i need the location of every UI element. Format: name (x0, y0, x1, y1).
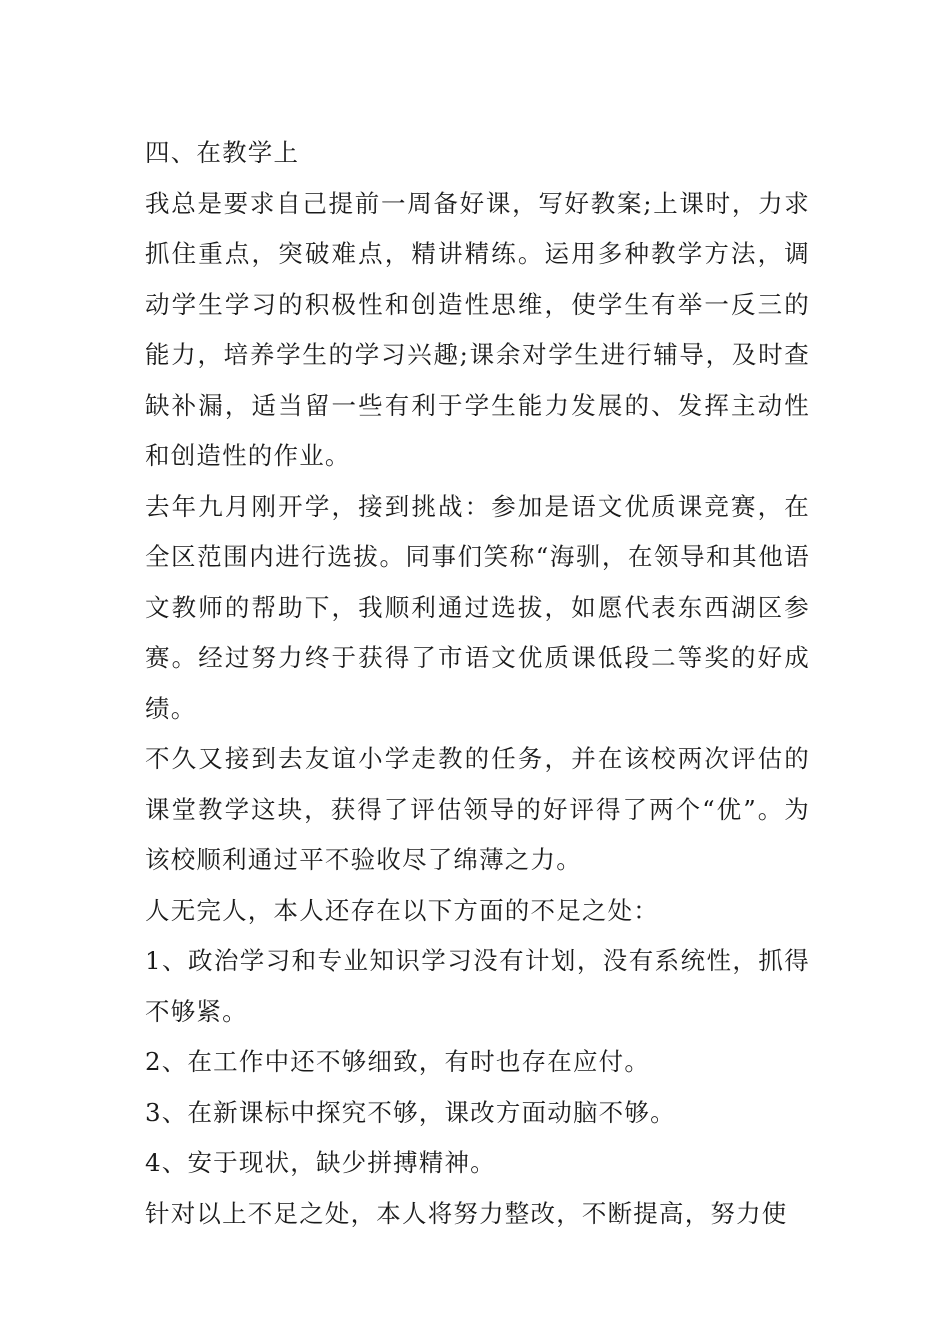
list-item-shortcoming-1: 1、政治学习和专业知识学习没有计划，没有系统性，抓得不够紧。 (145, 946, 810, 1026)
paragraph-teaching-assignment: 不久又接到去友谊小学走教的任务，并在该校两次评估的课堂教学这块，获得了评估领导的好评得了两个“优”。为该校顺利通过平不验收尽了绵薄之力。 (145, 744, 810, 874)
list-item-shortcoming-4: 4、安于现状，缺少拼搏精神。 (145, 1148, 496, 1177)
section-heading: 四、在教学上 (145, 138, 300, 167)
paragraph-competition: 去年九月刚开学，接到挑战：参加是语文优质课竞赛，在全区范围内进行选拔。同事们笑称“海驯，在领导和其他语文教师的帮助下，我顺利通过选拔，如愿代表东西湖区参赛。经过努力终于获得了市语文优质课低段二等奖的好成绩。 (145, 491, 810, 723)
paragraph-lesson-preparation: 我总是要求自己提前一周备好课，写好教案;上课时，力求抓住重点，突破难点，精讲精练。运用多种教学方法，调动学生学习的积极性和创造性思维，使学生有举一反三的能力，培养学生的学习兴趣;课余对学生进行辅导，及时查缺补漏，适当留一些有利于学生能力发展的、发挥主动性和创造性的作业。 (145, 188, 810, 470)
list-item-shortcoming-3: 3、在新课标中探究不够，课改方面动脑不够。 (145, 1097, 676, 1127)
document-body (145, 128, 810, 1239)
list-item-shortcoming-2: 2、在工作中还不够细致，有时也存在应付。 (145, 1047, 651, 1076)
paragraph-shortcomings-intro: 人无完人，本人还存在以下方面的不足之处： (145, 895, 659, 925)
paragraph-improvement: 针对以上不足之处，本人将努力整改，不断提高，努力使 (145, 1198, 788, 1228)
